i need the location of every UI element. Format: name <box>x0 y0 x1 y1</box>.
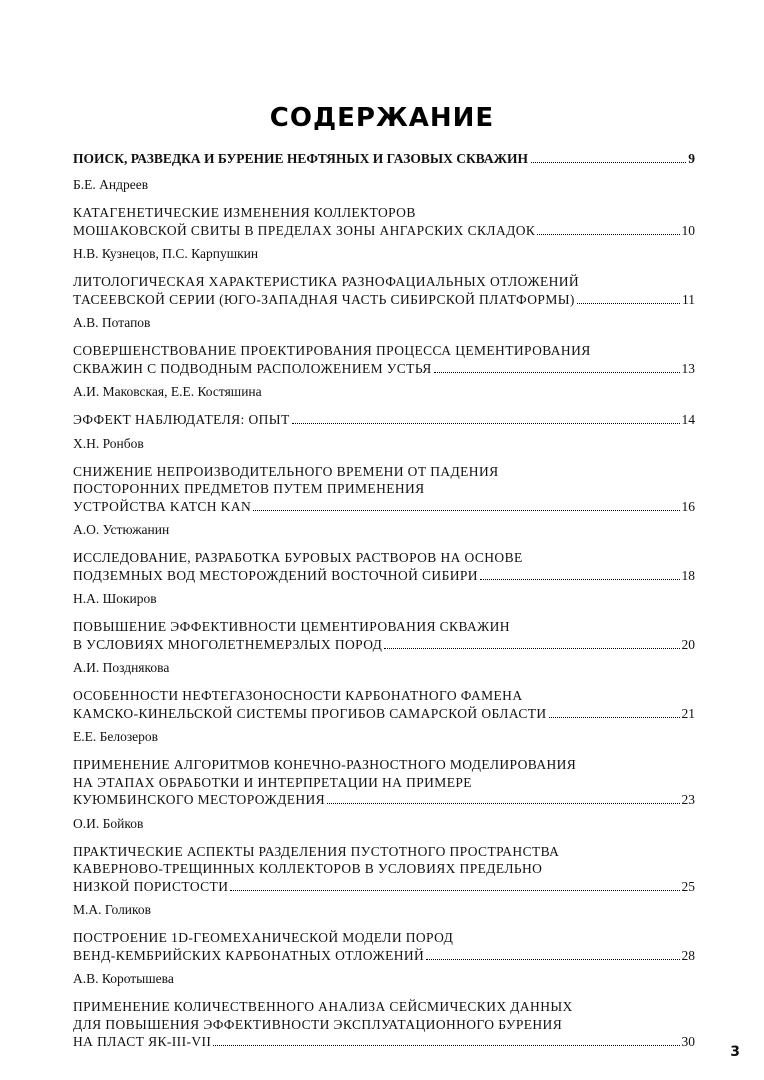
toc-entry-line <box>73 567 695 585</box>
toc-entry-line: НА ЭТАПАХ ОБРАБОТКИ И ИНТЕРПРЕТАЦИИ НА ПРИМЕРЕ <box>73 774 472 790</box>
toc-entry-line: КАВЕРНОВО-ТРЕЩИННЫХ КОЛЛЕКТОРОВ В УСЛОВИЯХ ПРЕДЕЛЬНО <box>73 861 543 876</box>
toc-page-number: 18 <box>681 567 695 583</box>
toc-entry[interactable] <box>73 843 695 896</box>
toc-entry-line: ИССЛЕДОВАНИЕ, РАЗРАБОТКА БУРОВЫХ РАСТВОРОВ НА ОСНОВЕ <box>73 550 523 565</box>
dot-leader <box>537 234 679 235</box>
page-number: 3 <box>730 1044 740 1060</box>
toc-page-number: 23 <box>681 792 695 807</box>
toc-author: А.И. Позднякова <box>73 660 170 675</box>
toc-entry-title: МОШАКОВСКОЙ СВИТЫ В ПРЕДЕЛАХ ЗОНЫ АНГАРСКИХ СКЛАДОК <box>73 222 536 238</box>
section-title: ПОИСК, РАЗВЕДКА И БУРЕНИЕ НЕФТЯНЫХ И ГАЗОВЫХ СКВАЖИН <box>73 151 529 166</box>
toc-author: А.В. Потапов <box>73 315 151 330</box>
section-page-number: 9 <box>688 151 695 166</box>
toc-entry-title: СКВАЖИН С ПОДВОДНЫМ РАСПОЛОЖЕНИЕМ УСТЬЯ <box>73 360 432 376</box>
toc-entry-line <box>73 791 695 809</box>
toc-entry-line <box>73 947 695 965</box>
toc-entry-line: ПОВЫШЕНИЕ ЭФФЕКТИВНОСТИ ЦЕМЕНТИРОВАНИЯ СКВАЖИН <box>73 619 510 634</box>
toc-entry-line: ПОСТРОЕНИЕ 1D-ГЕОМЕХАНИЧЕСКОЙ МОДЕЛИ ПОРОД <box>73 930 454 945</box>
toc-author: Х.Н. Ронбов <box>73 435 144 451</box>
toc-page-number: 20 <box>681 636 695 652</box>
toc-page-number: 14 <box>681 412 695 427</box>
toc-author: О.И. Бойков <box>73 815 144 831</box>
toc-page-number: 21 <box>681 705 695 721</box>
toc-page-number: 10 <box>681 222 695 238</box>
toc-entry-title: В УСЛОВИЯХ МНОГОЛЕТНЕМЕРЗЛЫХ ПОРОД <box>73 636 383 652</box>
page-title: СОДЕРЖАНИЕ <box>269 103 495 133</box>
toc-entry-line <box>73 705 695 723</box>
dot-leader <box>434 372 680 373</box>
dot-leader <box>549 717 680 718</box>
toc-entry-line <box>73 360 695 378</box>
toc-entry[interactable] <box>73 273 695 308</box>
toc-entry-title: НИЗКОЙ ПОРИСТОСТИ <box>73 878 229 894</box>
toc-author: Н.А. Шокиров <box>73 591 157 606</box>
dot-leader <box>230 890 679 891</box>
dot-leader <box>327 803 679 804</box>
dot-leader <box>531 162 686 163</box>
toc-entry-line: ПРИМЕНЕНИЕ КОЛИЧЕСТВЕННОГО АНАЛИЗА СЕЙСМИЧЕСКИХ ДАННЫХ <box>73 999 573 1014</box>
toc-author: Б.Е. Андреев <box>73 177 149 192</box>
toc-author: А.В. Коротышева <box>73 971 174 986</box>
toc-page-number: 25 <box>681 878 695 894</box>
dot-leader <box>577 303 680 304</box>
toc-author: М.А. Голиков <box>73 902 152 917</box>
toc-entry-title: НА ПЛАСТ ЯК-III-VII <box>73 1034 212 1049</box>
toc-entry-title: КАМСКО-КИНЕЛЬСКОЙ СИСТЕМЫ ПРОГИБОВ САМАРСКОЙ ОБЛАСТИ <box>73 705 547 721</box>
toc-entry-line: ДЛЯ ПОВЫШЕНИЯ ЭФФЕКТИВНОСТИ ЭКСПЛУАТАЦИОННОГО БУРЕНИЯ <box>73 1016 563 1032</box>
toc-entry-line <box>73 1033 695 1051</box>
toc-entry-title: ЭФФЕКТ НАБЛЮДАТЕЛЯ: ОПЫТ <box>73 412 290 427</box>
dot-leader <box>213 1045 679 1046</box>
toc-entry-title: ТАСЕЕВСКОЙ СЕРИИ (ЮГО-ЗАПАДНАЯ ЧАСТЬ СИБИРСКОЙ ПЛАТФОРМЫ) <box>73 291 575 307</box>
dot-leader <box>292 423 680 424</box>
toc-entry-line <box>73 291 695 309</box>
toc-entry-line: КАТАГЕНЕТИЧЕСКИЕ ИЗМЕНЕНИЯ КОЛЛЕКТОРОВ <box>73 205 416 220</box>
toc-entry[interactable] <box>73 204 695 239</box>
toc-entry-line: СНИЖЕНИЕ НЕПРОИЗВОДИТЕЛЬНОГО ВРЕМЕНИ ОТ ПАДЕНИЯ <box>73 463 499 479</box>
dot-leader <box>480 579 680 580</box>
toc-entry-line <box>73 411 695 429</box>
toc-entry-line: ПОСТОРОННИХ ПРЕДМЕТОВ ПУТЕМ ПРИМЕНЕНИЯ <box>73 481 425 496</box>
toc-author: А.И. Маковская, Е.Е. Костяшина <box>73 384 262 399</box>
toc-page-number: 16 <box>681 498 695 514</box>
table-of-contents <box>73 150 695 1057</box>
toc-entry[interactable] <box>73 549 695 584</box>
toc-entry-line <box>73 498 695 516</box>
toc-entry[interactable] <box>73 929 695 964</box>
toc-entry-line: ПРИМЕНЕНИЕ АЛГОРИТМОВ КОНЕЧНО-РАЗНОСТНОГО МОДЕЛИРОВАНИЯ <box>73 757 577 772</box>
toc-entry-title: ВЕНД-КЕМБРИЙСКИХ КАРБОНАТНЫХ ОТЛОЖЕНИЙ <box>73 947 425 963</box>
toc-page-number: 30 <box>681 1034 695 1049</box>
toc-entry[interactable] <box>73 756 695 809</box>
toc-author: Е.Е. Белозеров <box>73 729 159 744</box>
toc-items <box>73 176 695 1051</box>
toc-entry[interactable] <box>73 687 695 722</box>
toc-page-number: 13 <box>681 360 695 376</box>
toc-entry-line: ОСОБЕННОСТИ НЕФТЕГАЗОНОСНОСТИ КАРБОНАТНОГО ФАМЕНА <box>73 688 523 703</box>
dot-leader <box>253 510 679 511</box>
toc-entry-title: УСТРОЙСТВА KATCH KAN <box>73 498 252 514</box>
toc-author: А.О. Устюжанин <box>73 522 170 537</box>
toc-entry-line <box>73 878 695 896</box>
toc-entry[interactable] <box>73 618 695 653</box>
toc-entry-line <box>73 636 695 654</box>
toc-entry[interactable] <box>73 342 695 377</box>
toc-entry-line: ПРАКТИЧЕСКИЕ АСПЕКТЫ РАЗДЕЛЕНИЯ ПУСТОТНОГО ПРОСТРАНСТВА <box>73 843 560 859</box>
dot-leader <box>384 648 679 649</box>
toc-page-number: 28 <box>681 947 695 963</box>
toc-entry-line: ЛИТОЛОГИЧЕСКАЯ ХАРАКТЕРИСТИКА РАЗНОФАЦИАЛЬНЫХ ОТЛОЖЕНИЙ <box>73 274 580 289</box>
toc-page-number: 11 <box>682 291 695 307</box>
toc-entry-title: КУЮМБИНСКОГО МЕСТОРОЖДЕНИЯ <box>73 792 326 807</box>
toc-entry[interactable] <box>73 998 695 1051</box>
toc-section-heading[interactable] <box>73 150 695 170</box>
toc-entry[interactable] <box>73 411 695 429</box>
toc-entry-title: ПОДЗЕМНЫХ ВОД МЕСТОРОЖДЕНИЙ ВОСТОЧНОЙ СИБИРИ <box>73 567 478 583</box>
toc-author: Н.В. Кузнецов, П.С. Карпушкин <box>73 246 259 261</box>
toc-entry-line: СОВЕРШЕНСТВОВАНИЕ ПРОЕКТИРОВАНИЯ ПРОЦЕССА ЦЕМЕНТИРОВАНИЯ <box>73 343 591 358</box>
toc-entry-line <box>73 222 695 240</box>
dot-leader <box>426 959 679 960</box>
toc-entry[interactable] <box>73 463 695 516</box>
